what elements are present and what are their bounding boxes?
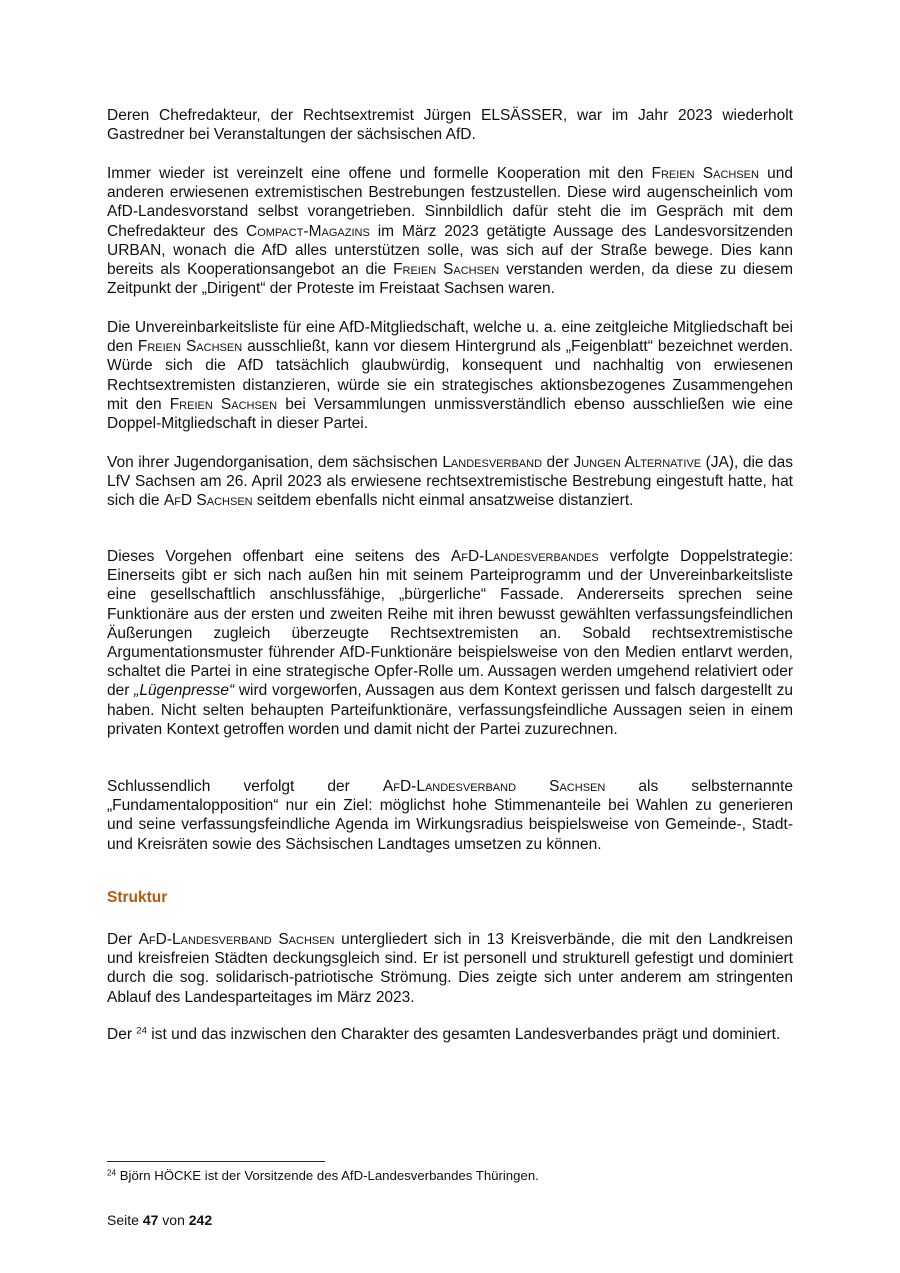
text-run: seitdem ebenfalls nicht einmal ansatzweise distanziert.: [252, 492, 634, 510]
emphasis: „Lügenpresse“: [134, 682, 235, 700]
text-run: wird vorgeworfen, Aussagen aus dem Kontext gerissen und falsch dargestellt zu haben. Nicht selten behaupten Parteifunktionäre, verfassungsfeindliche Aussagen seien in einem privaten Kontext getroffen worden und damit nicht der Partei zuzurechnen.: [107, 682, 793, 738]
paragraph-3: [107, 318, 793, 433]
paragraph-4: [107, 453, 793, 511]
org-name: Freien Sachsen: [393, 261, 500, 279]
text-run: als selbsternannte „Fundamentalopposition“ nur ein Ziel: möglichst hohe Stimmenanteile bei Wahlen zu generieren und seine verfassungsfeindliche Agenda im Wirkungsradius beispielsweise von Gemeinde-, Stadt- und Kreisräten sowie des Sächsischen Landtages umsetzen zu können.: [107, 778, 793, 853]
text-run: ist und das inzwischen den Charakter des gesamten Landesverbandes prägt und dominiert.: [146, 1026, 781, 1043]
text-run: der: [542, 454, 574, 471]
text-run: und anderen erwiesenen extremistischen Bestrebungen festzustellen. Diese wird augenscheinlich vom AfD-Landesvorstand selbst vorangetrieben. Sinnbildlich dafür steht die im Gespräch mit dem Chefredakteur des: [107, 165, 793, 240]
page-number-prefix: Seite: [107, 1212, 143, 1228]
org-name: Landesverband: [442, 454, 543, 471]
org-name: AfD Sachsen: [163, 492, 253, 510]
page-number-total: 242: [188, 1212, 213, 1228]
section-heading: Struktur: [107, 889, 168, 906]
org-name: Freien Sachsen: [137, 338, 243, 356]
text-run: Dieses Vorgehen offenbart eine seitens des: [107, 548, 451, 565]
text-run: (JA), die das LfV Sachsen am 26. April 2023 als erwiesene rechtsextremistische Bestrebung eingestuft hatte, hat sich die: [107, 454, 794, 510]
text-run: Die Unvereinbarkeitsliste für eine AfD-Mitgliedschaft, welche u. a. eine zeitgleiche Mitgliedschaft bei den: [107, 319, 793, 356]
page-number-current: 47: [142, 1212, 159, 1228]
paragraph-8: [107, 1025, 793, 1044]
page-number-middle: von: [158, 1212, 189, 1228]
org-name: Freien Sachsen: [169, 395, 278, 413]
text-run: verstanden werden, da diese zu diesem Zeitpunkt der „Dirigent“ der Proteste im Freistaat Sachsen waren.: [107, 261, 793, 298]
org-name: Compact-Magazins: [246, 222, 370, 240]
text-run: untergliedert sich in 13 Kreisverbände, die mit den Landkreisen und kreisfreien Städten deckungsgleich sind. Er ist personell und strukturell gefestigt und dominiert durch die sog. solidarisch-patriotische Strömung. Dies zeigte sich unter anderem am stringenten Ablauf des Landesparteitages im März 2023.: [107, 931, 793, 1006]
text-run: Schlussendlich verfolgt der: [107, 778, 383, 795]
org-name: AfD-Landesverband Sachsen: [382, 778, 606, 795]
org-name: AfD-Landesverband Sachsen: [138, 931, 335, 948]
footnote-reference[interactable]: 24: [136, 1025, 147, 1037]
footnote-separator: [107, 1161, 325, 1162]
paragraph-7: [107, 930, 793, 1007]
paragraph-1: [107, 106, 793, 144]
org-name: Freien Sachsen: [651, 165, 759, 182]
org-name: AfD-Landesverbandes: [450, 548, 599, 565]
text-run: Immer wieder ist vereinzelt eine offene und formelle Kooperation mit den: [107, 165, 652, 182]
org-name: Jungen Alternative: [573, 454, 702, 471]
text-run: verfolgte Doppelstrategie: Einerseits gibt er sich nach außen hin mit seinem Parteiprogramm und der Unvereinbarkeitsliste eine gesellschaftlich anschlussfähige, „bürgerliche“ Fassade. Andererseits sprechen seine Funktionäre aus der ersten und zweiten Reihe mit ihren bewusst gewählten verfassungsfeindlichen Äußerungen zugleich überzeugte Rechtsextremisten an. Sobald rechtsextremistische Argumentationsmuster führender AfD-Funktionäre beispielsweise von den Medien entlarvt werden, schaltet die Partei in eine strategische Opfer-Rolle um. Aussagen werden umgehend relativiert oder der: [107, 548, 793, 700]
footnote: [107, 1168, 539, 1183]
footnote-number: 24: [107, 1168, 117, 1178]
text-run: Von ihrer Jugendorganisation, dem sächsischen: [107, 454, 443, 471]
text-run: Deren Chefredakteur, der Rechtsextremist Jürgen ELSÄSSER, war im Jahr 2023 wiederholt Gastredner bei Veranstaltungen der sächsischen AfD.: [107, 107, 793, 144]
footnote-text: Björn HÖCKE ist der Vorsitzende des AfD-Landesverbandes Thüringen.: [116, 1168, 539, 1183]
paragraph-6: [107, 777, 793, 854]
text-run: Der: [107, 931, 139, 948]
paragraph-5: [107, 547, 793, 739]
text-run: im März 2023 getätigte Aussage des Landesvorsitzenden URBAN, wonach die AfD alles unterstützen solle, was sich auf der Straße bewege. Dies kann bereits als Kooperationsangebot an die: [107, 222, 793, 279]
text-run: ausschließt, kann vor diesem Hintergrund als „Feigenblatt“ bezeichnet werden. Würde sich die AfD tatsächlich glaubwürdig, konsequent und nachhaltig von erwiesenen Rechtsextremisten distanzieren, würde sie ein strategisches aktionsbezogenes Zusammengehen mit den: [107, 338, 793, 413]
text-run: Der: [107, 1026, 137, 1043]
paragraph-2: [107, 164, 793, 298]
page-number: [107, 1212, 212, 1228]
text-run: bei Versammlungen unmissverständlich ebenso ausschließen wie eine Doppel-Mitgliedschaft in dieser Partei.: [107, 395, 793, 433]
